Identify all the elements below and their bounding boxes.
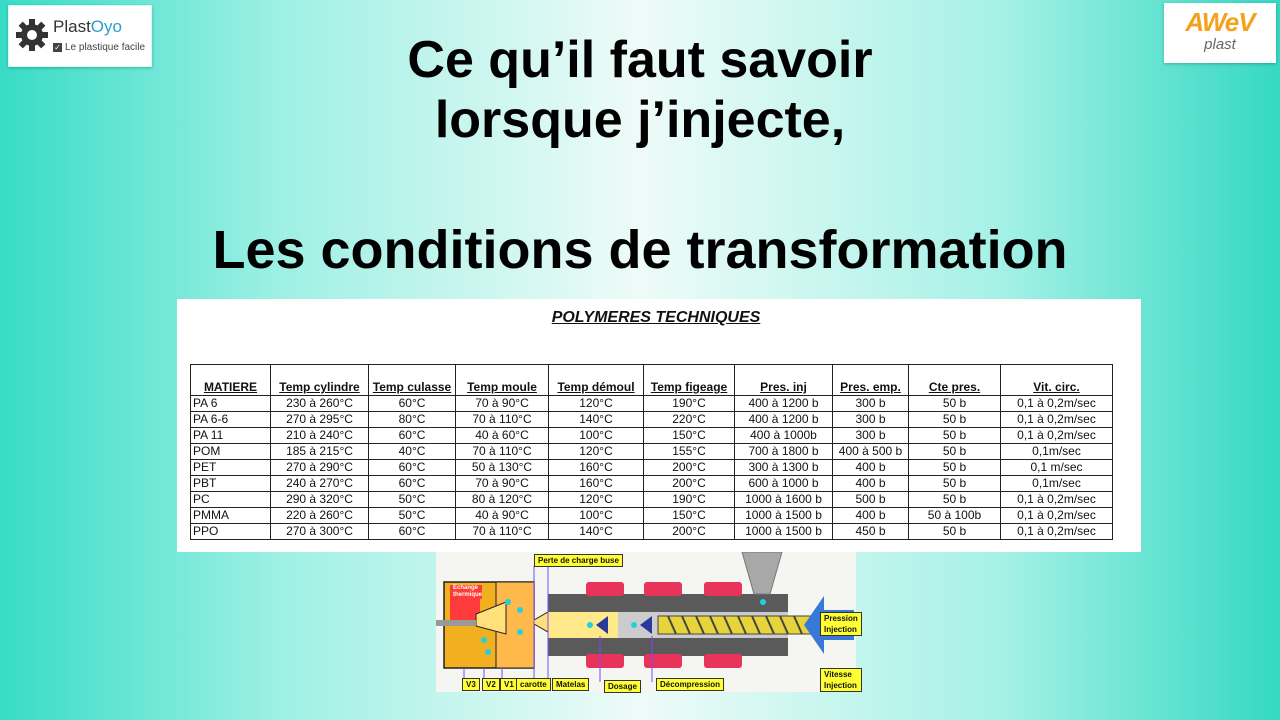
material-cell: PA 6-6: [191, 412, 271, 428]
table-cell: 0,1 à 0,2m/sec: [1001, 396, 1113, 412]
table-cell: 0,1m/sec: [1001, 476, 1113, 492]
table-header-row: [191, 365, 1113, 396]
table-cell: 50 b: [909, 476, 1001, 492]
table-cell: 150°C: [644, 508, 735, 524]
col-header: Temp culasse: [369, 365, 456, 396]
table-cell: 190°C: [644, 396, 735, 412]
label-vitesse-injection: Vitesse Injection: [820, 668, 862, 692]
col-header: MATIERE: [191, 365, 271, 396]
screw: [658, 616, 816, 634]
table-cell: 300 b: [833, 428, 909, 444]
table-cell: 400 à 500 b: [833, 444, 909, 460]
table-cell: 100°C: [549, 428, 644, 444]
gear-icon: [15, 18, 49, 52]
table-cell: 300 b: [833, 396, 909, 412]
table-cell: 210 à 240°C: [271, 428, 369, 444]
cooling-dot: [587, 622, 593, 628]
table-cell: 300 à 1300 b: [735, 460, 833, 476]
table-cell: 0,1 m/sec: [1001, 460, 1113, 476]
table-cell: 1000 à 1500 b: [735, 508, 833, 524]
table-cell: 700 à 1800 b: [735, 444, 833, 460]
col-header: Temp figeage: [644, 365, 735, 396]
material-cell: PC: [191, 492, 271, 508]
awev-plast-logo: [1164, 3, 1276, 63]
table-cell: 50 b: [909, 460, 1001, 476]
heater-band: [704, 654, 742, 668]
plastoyo-logo: [8, 5, 152, 67]
label-pression-injection: Pression Injection: [820, 612, 862, 636]
cooling-dot: [631, 622, 637, 628]
table-cell: 70 à 90°C: [456, 476, 549, 492]
table-cell: 50 b: [909, 524, 1001, 540]
col-header: Pres. inj: [735, 365, 833, 396]
table-cell: 500 b: [833, 492, 909, 508]
table-cell: 185 à 215°C: [271, 444, 369, 460]
table-cell: 400 b: [833, 508, 909, 524]
plastoyo-tagline: ✓ Le plastique facile: [54, 42, 146, 53]
table-title: POLYMERES TECHNIQUES: [551, 309, 761, 326]
table-row: [191, 524, 1113, 540]
table-cell: 450 b: [833, 524, 909, 540]
table-cell: 160°C: [549, 460, 644, 476]
table-cell: 60°C: [369, 476, 456, 492]
label-decompression: Décompression: [656, 678, 724, 691]
material-cell: PA 6: [191, 396, 271, 412]
cooling-dot: [760, 599, 766, 605]
table-cell: 50 à 130°C: [456, 460, 549, 476]
table-cell: 400 b: [833, 476, 909, 492]
table-cell: 190°C: [644, 492, 735, 508]
table-cell: 40 à 90°C: [456, 508, 549, 524]
table-cell: 50 b: [909, 396, 1001, 412]
label-v1: V1: [500, 678, 518, 691]
label-v2: V2: [482, 678, 500, 691]
table-cell: 60°C: [369, 396, 456, 412]
table-cell: 50°C: [369, 508, 456, 524]
awev-subtitle: plast: [1204, 36, 1236, 53]
table-row: [191, 428, 1113, 444]
slide-title: Ce qu’il faut savoir lorsque j’injecte,: [407, 31, 873, 149]
table-cell: 50 b: [909, 492, 1001, 508]
slide-subtitle: Les conditions de transformation: [212, 220, 1068, 280]
plastoyo-brand: PlastOyo: [53, 17, 122, 36]
col-header: Pres. emp.: [833, 365, 909, 396]
material-cell: PMMA: [191, 508, 271, 524]
table-cell: 70 à 110°C: [456, 524, 549, 540]
table-cell: 160°C: [549, 476, 644, 492]
table-cell: 0,1 à 0,2m/sec: [1001, 412, 1113, 428]
label-perte-charge: Perte de charge buse: [534, 554, 623, 567]
heater-band: [586, 654, 624, 668]
nozzle: [534, 612, 548, 632]
material-cell: PPO: [191, 524, 271, 540]
material-cell: PET: [191, 460, 271, 476]
table-cell: 290 à 320°C: [271, 492, 369, 508]
table-row: [191, 460, 1113, 476]
table-cell: 100°C: [549, 508, 644, 524]
cooling-dot: [517, 629, 523, 635]
table-row: [191, 476, 1113, 492]
table-cell: 0,1 à 0,2m/sec: [1001, 508, 1113, 524]
col-header: Cte pres.: [909, 365, 1001, 396]
table-cell: 80°C: [369, 412, 456, 428]
table-cell: 200°C: [644, 460, 735, 476]
col-header: Temp démoul: [549, 365, 644, 396]
table-cell: 400 à 1000b: [735, 428, 833, 444]
table-cell: 80 à 120°C: [456, 492, 549, 508]
table-cell: 40 à 60°C: [456, 428, 549, 444]
table-row: [191, 396, 1113, 412]
table-cell: 230 à 260°C: [271, 396, 369, 412]
table-cell: 70 à 90°C: [456, 396, 549, 412]
table-cell: 50 b: [909, 412, 1001, 428]
table-cell: 60°C: [369, 460, 456, 476]
awev-wordmark: AWeV: [1185, 7, 1255, 37]
table-cell: 300 b: [833, 412, 909, 428]
table-cell: 60°C: [369, 524, 456, 540]
check-icon: ✓: [54, 43, 61, 52]
cooling-dot: [481, 637, 487, 643]
label-echange-thermique: Echange thermique: [450, 585, 482, 599]
table-cell: 270 à 290°C: [271, 460, 369, 476]
table-cell: 400 b: [833, 460, 909, 476]
table-cell: 240 à 270°C: [271, 476, 369, 492]
table-cell: 70 à 110°C: [456, 412, 549, 428]
material-cell: PBT: [191, 476, 271, 492]
table-cell: 50 b: [909, 444, 1001, 460]
label-dosage: Dosage: [604, 680, 641, 693]
table-row: [191, 508, 1113, 524]
col-header: Temp moule: [456, 365, 549, 396]
polymer-table: [190, 364, 1113, 540]
table-cell: 120°C: [549, 492, 644, 508]
table-cell: 0,1 à 0,2m/sec: [1001, 524, 1113, 540]
material-cell: PA 11: [191, 428, 271, 444]
heater-band: [644, 582, 682, 596]
table-cell: 220°C: [644, 412, 735, 428]
table-cell: 1000 à 1600 b: [735, 492, 833, 508]
table-row: [191, 492, 1113, 508]
table-cell: 400 à 1200 b: [735, 412, 833, 428]
table-cell: 120°C: [549, 444, 644, 460]
table-cell: 70 à 110°C: [456, 444, 549, 460]
table-cell: 50 b: [909, 428, 1001, 444]
cooling-dot: [505, 599, 511, 605]
injection-diagram-svg: [436, 552, 856, 692]
label-matelas: Matelas: [552, 678, 589, 691]
table-cell: 0,1m/sec: [1001, 444, 1113, 460]
table-cell: 270 à 300°C: [271, 524, 369, 540]
table-cell: 270 à 295°C: [271, 412, 369, 428]
table-cell: 120°C: [549, 396, 644, 412]
ejector-rod: [436, 620, 476, 626]
injection-diagram: [436, 552, 856, 692]
heater-band: [704, 582, 742, 596]
table-cell: 60°C: [369, 428, 456, 444]
table-cell: 140°C: [549, 412, 644, 428]
cooling-dot: [517, 607, 523, 613]
table-row: [191, 412, 1113, 428]
table-cell: 400 à 1200 b: [735, 396, 833, 412]
table-cell: 50°C: [369, 492, 456, 508]
table-cell: 0,1 à 0,2m/sec: [1001, 492, 1113, 508]
hopper: [742, 552, 782, 594]
col-header: Vit. circ.: [1001, 365, 1113, 396]
heater-band: [644, 654, 682, 668]
table-cell: 155°C: [644, 444, 735, 460]
material-cell: POM: [191, 444, 271, 460]
table-cell: 150°C: [644, 428, 735, 444]
table-cell: 0,1 à 0,2m/sec: [1001, 428, 1113, 444]
col-header: Temp cylindre: [271, 365, 369, 396]
polymer-table-panel: [177, 299, 1141, 552]
table-cell: 40°C: [369, 444, 456, 460]
table-cell: 220 à 260°C: [271, 508, 369, 524]
table-cell: 200°C: [644, 524, 735, 540]
table-cell: 600 à 1000 b: [735, 476, 833, 492]
heater-band: [586, 582, 624, 596]
table-cell: 140°C: [549, 524, 644, 540]
cooling-dot: [485, 649, 491, 655]
label-v3: V3: [462, 678, 480, 691]
table-row: [191, 444, 1113, 460]
table-cell: 50 à 100b: [909, 508, 1001, 524]
table-cell: 1000 à 1500 b: [735, 524, 833, 540]
label-carotte: carotte: [516, 678, 551, 691]
table-cell: 200°C: [644, 476, 735, 492]
